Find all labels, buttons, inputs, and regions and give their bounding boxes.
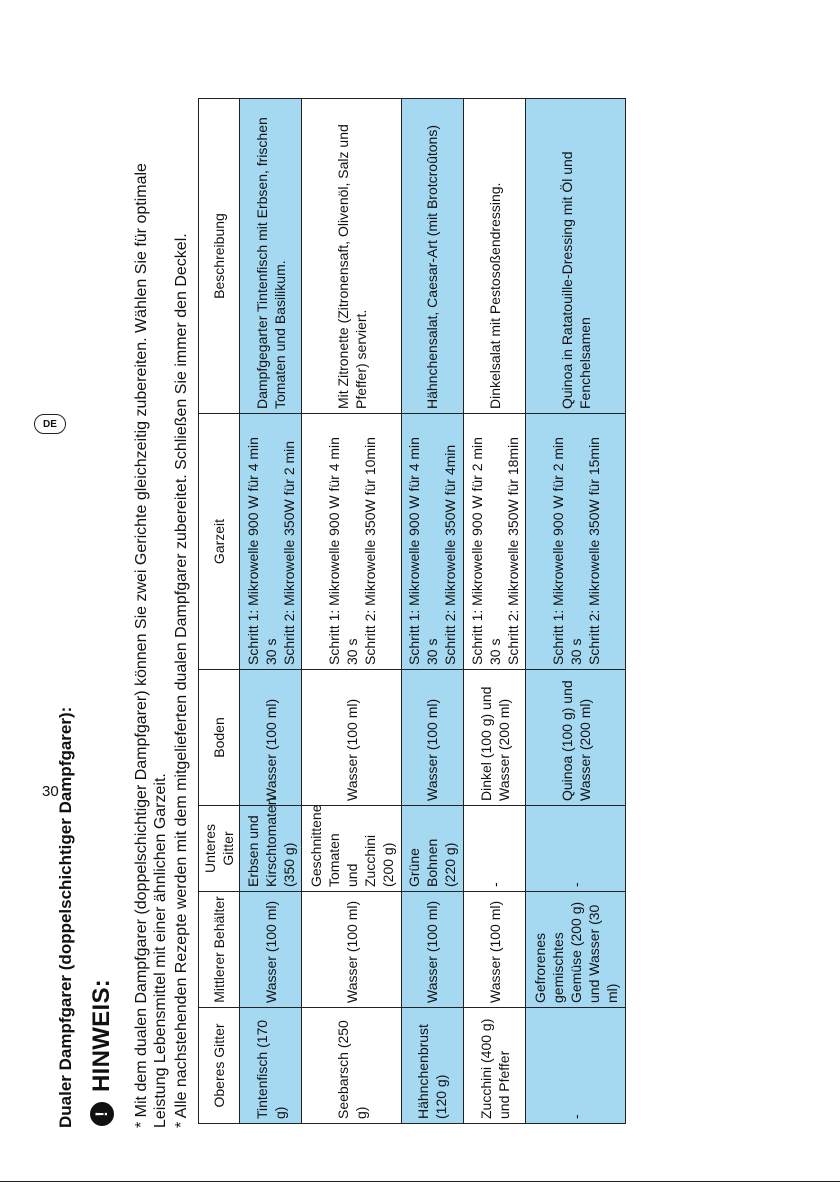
table-cell: Geschnittene Tomaten und Zucchini (200 g) (302, 806, 402, 892)
column-header: Unteres Gitter (199, 806, 240, 892)
table-cell: Seebarsch (250 g) (302, 1008, 402, 1124)
table-cell: Grüne Bohnen (220 g) (401, 806, 463, 892)
column-header: Garzeit (199, 414, 240, 670)
table-row (401, 99, 463, 1124)
table-cell: - (526, 1008, 626, 1124)
table-cell: Wasser (100 ml) (302, 670, 402, 806)
table-cell: Wasser (100 ml) (302, 892, 402, 1008)
table-cell: Mit Zitronette (Zitronensaft, Olivenöl, Salz und Pfeffer) serviert. (302, 99, 402, 414)
column-header: Boden (199, 670, 240, 806)
table-header-row (199, 99, 240, 1124)
table-cell: Dinkel (100 g) und Wasser (200 ml) (464, 670, 526, 806)
exclamation-icon: ! (90, 1102, 114, 1126)
table-cell: - (464, 806, 526, 892)
table-cell: Schritt 1: Mikrowelle 900 W für 4 min 30 s Schritt 2: Mikrowelle 350W für 2 min (240, 414, 302, 670)
table-cell: Wasser (100 ml) (240, 670, 302, 806)
table-cell: Gefrorenes gemischtes Gemüse (200 g) und Wasser (30 ml) (526, 892, 626, 1008)
note-1: * Mit dem dualen Dampfgarer (doppelschichtiger Dampfgarer) können Sie zwei Gerichte gleichzeitig zubereiten. Wählen Sie für optimale Leistung Lebensmittel mit einer ähnlichen Garzeit. (133, 163, 169, 1128)
note-2: * Alle nachstehenden Rezepte werden mit dem mitgelieferten dualen Dampfgarer zubereitet. Schließen Sie immer den Deckel. (173, 233, 190, 1128)
table-cell: Quinoa in Ratatouille-Dressing mit Öl und Fenchelsamen (526, 99, 626, 414)
hinweis-title: HINWEIS: (88, 978, 115, 1092)
table-cell: Wasser (100 ml) (401, 670, 463, 806)
page-heading: Dualer Dampfgarer (doppelschichtiger Dampfgarer): (56, 706, 75, 1128)
table-cell: Wasser (100 ml) (240, 892, 302, 1008)
table-cell: Tintenfisch (170 g) (240, 1008, 302, 1124)
hinweis-block (88, 979, 116, 1126)
table-cell: Schritt 1: Mikrowelle 900 W für 4 min 30 s Schritt 2: Mikrowelle 350W für 4min (401, 414, 463, 670)
table-row (240, 99, 302, 1124)
table-row (464, 99, 526, 1124)
table-cell: Erbsen und Kirschtomaten (350 g) (240, 806, 302, 892)
table-row (526, 99, 626, 1124)
table-cell: Hähnchenbrust (120 g) (401, 1008, 463, 1124)
table-cell: Wasser (100 ml) (401, 892, 463, 1008)
column-header: Beschreibung (199, 99, 240, 414)
table-cell: Quinoa (100 g) und Wasser (200 ml) (526, 670, 626, 806)
language-badge: DE (34, 414, 66, 434)
table-cell: Schritt 1: Mikrowelle 900 W für 4 min 30 s Schritt 2: Mikrowelle 350W für 10min (302, 414, 402, 670)
table-cell: Schritt 1: Mikrowelle 900 W für 2 min 30 s Schritt 2: Mikrowelle 350W für 18min (464, 414, 526, 670)
column-header: Oberes Gitter (199, 1008, 240, 1124)
table-cell: Zucchini (400 g) und Pfeffer (464, 1008, 526, 1124)
table-cell: Dinkelsalat mit Pestosoßendressing. (464, 99, 526, 414)
table-cell: Wasser (100 ml) (464, 892, 526, 1008)
table-cell: Schritt 1: Mikrowelle 900 W für 2 min 30 s Schritt 2: Mikrowelle 350W für 15min (526, 414, 626, 670)
page-number: 30 (42, 783, 59, 800)
bottom-divider (0, 1181, 840, 1182)
table-cell: Dampfgegarter Tintenfisch mit Erbsen, frischen Tomaten und Basilikum. (240, 99, 302, 414)
column-header: Mittlerer Behälter (199, 892, 240, 1008)
table-cell: Hähnchensalat, Caesar-Art (mit Brotcroûtons) (401, 99, 463, 414)
table-row (302, 99, 402, 1124)
recipe-table (198, 98, 626, 1124)
table-cell: - (526, 806, 626, 892)
